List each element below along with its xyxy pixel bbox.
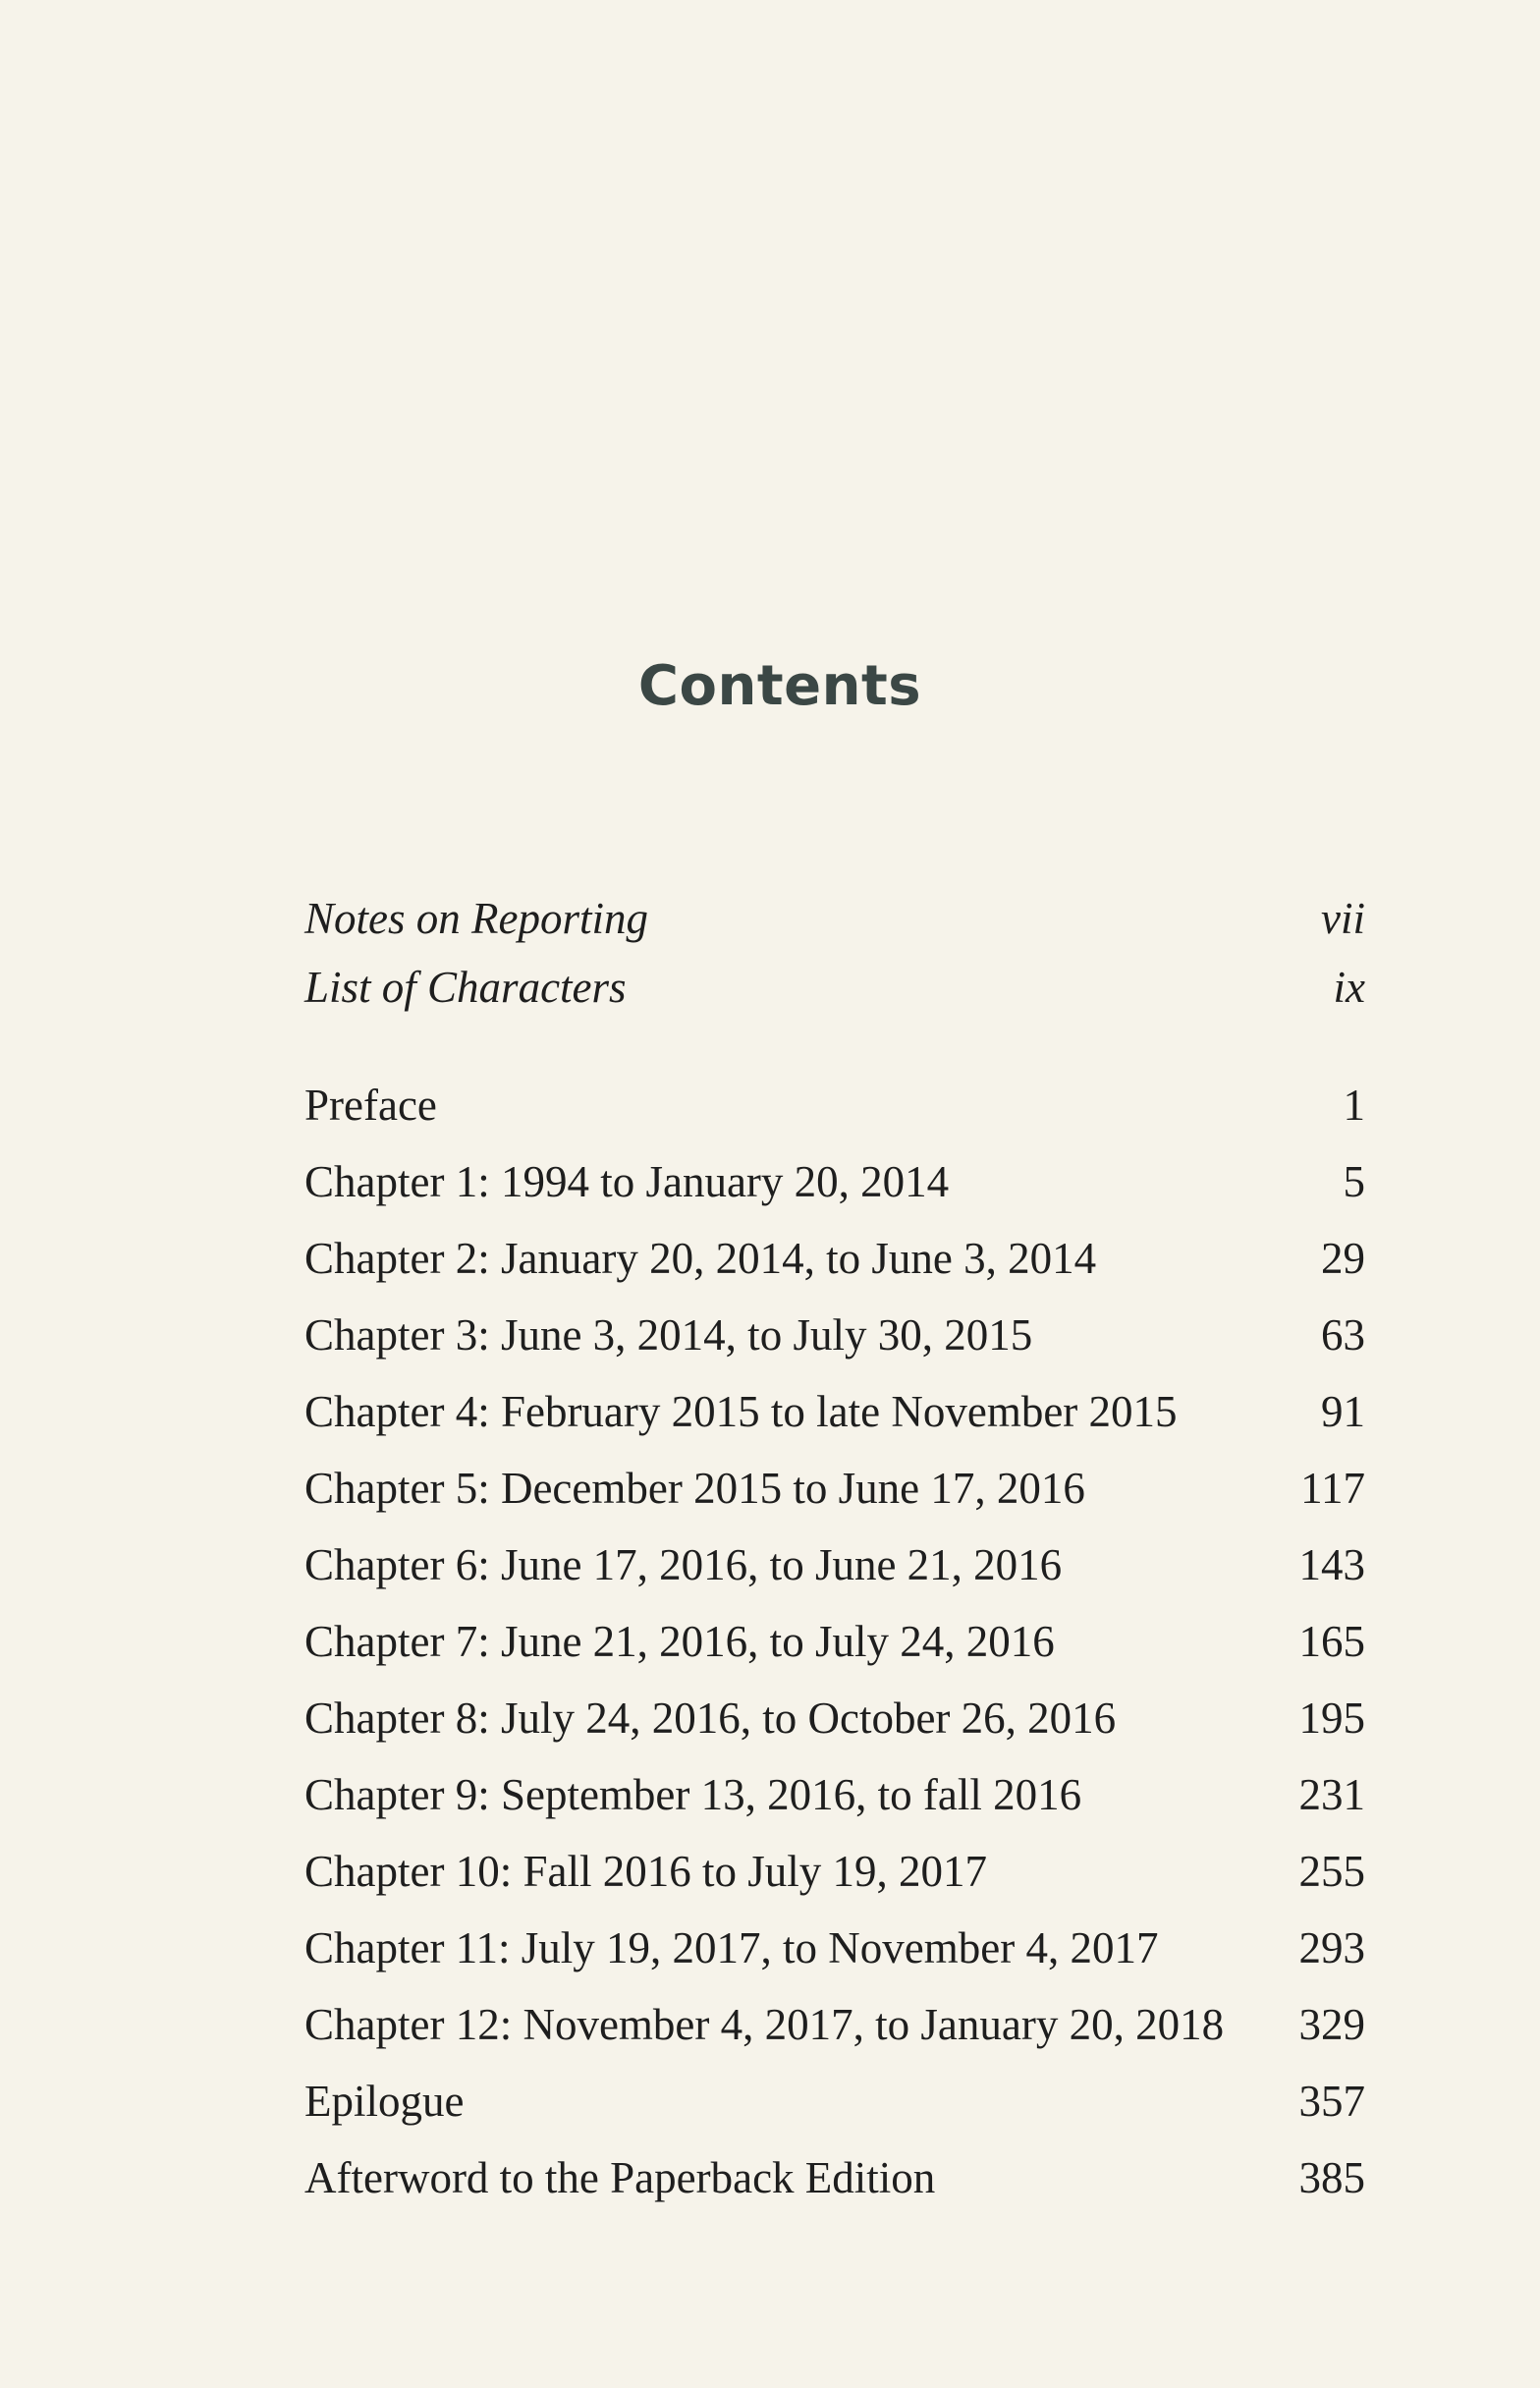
toc-entry-chapter-3[interactable] [304,1301,1365,1369]
toc-entry-label: Chapter 9: September 13, 2016, to fall 2016 [304,1770,1082,1819]
toc-entry-label: Epilogue [304,2077,465,2126]
toc-entry-chapter-4[interactable] [304,1377,1365,1446]
toc-entry-label: List of Characters [304,963,627,1012]
toc-entry-label: Chapter 2: January 20, 2014, to June 3, 2014 [304,1234,1097,1283]
toc-entry-chapter-6[interactable] [304,1530,1365,1599]
toc-entry-page: 165 [1298,1617,1365,1666]
toc-entry-page: 1 [1343,1081,1365,1130]
toc-entry-chapter-2[interactable] [304,1224,1365,1293]
toc-entry-label: Afterword to the Paperback Edition [304,2153,936,2202]
toc-entry-page: vii [1321,894,1365,943]
toc-entry-epilogue[interactable] [304,2067,1365,2136]
toc-entry-page: 143 [1298,1540,1365,1589]
toc-entry-afterword[interactable] [304,2143,1365,2212]
toc-entry-chapter-10[interactable] [304,1837,1365,1906]
toc-entry-chapter-5[interactable] [304,1454,1365,1523]
toc-entry-chapter-9[interactable] [304,1760,1365,1829]
toc-entry-label: Notes on Reporting [304,894,648,943]
toc-entry-page: ix [1333,963,1365,1012]
toc-entry-label: Chapter 6: June 17, 2016, to June 21, 2016 [304,1540,1063,1589]
toc-entry-label: Chapter 8: July 24, 2016, to October 26, 2016 [304,1694,1117,1743]
toc-entry-page: 385 [1298,2153,1365,2202]
toc-entry-page: 29 [1321,1234,1365,1283]
toc-entry-page: 357 [1298,2077,1365,2126]
toc-entry-page: 329 [1298,2000,1365,2049]
toc-entry-label: Chapter 10: Fall 2016 to July 19, 2017 [304,1847,987,1896]
toc-entry-page: 117 [1300,1464,1365,1513]
toc-entry-preface[interactable] [304,1071,1365,1139]
toc-entry-page: 255 [1298,1847,1365,1896]
toc-entry-page: 91 [1321,1387,1365,1436]
toc-entry-list-of-characters[interactable] [304,953,1365,1022]
toc-entry-chapter-7[interactable] [304,1607,1365,1676]
toc-entry-chapter-12[interactable] [304,1990,1365,2059]
toc-entry-chapter-11[interactable] [304,1914,1365,1982]
toc-entry-page: 5 [1343,1157,1365,1206]
toc-entry-page: 231 [1298,1770,1365,1819]
toc-entry-page: 293 [1298,1923,1365,1972]
toc-entry-label: Preface [304,1081,437,1130]
toc-entry-chapter-1[interactable] [304,1147,1365,1216]
toc-entry-label: Chapter 4: February 2015 to late November 2015 [304,1387,1178,1436]
toc-entry-page: 63 [1321,1310,1365,1360]
toc-entry-label: Chapter 7: June 21, 2016, to July 24, 2016 [304,1617,1055,1666]
page-title: Contents [637,653,922,718]
toc-entry-label: Chapter 11: July 19, 2017, to November 4, 2017 [304,1923,1159,1972]
toc-entry-notes-on-reporting[interactable] [304,884,1365,953]
toc-entry-chapter-8[interactable] [304,1684,1365,1752]
toc-entry-label: Chapter 12: November 4, 2017, to January 20, 2018 [304,2000,1225,2049]
toc-entry-label: Chapter 5: December 2015 to June 17, 2016 [304,1464,1085,1513]
toc-entry-page: 195 [1298,1694,1365,1743]
toc-entry-label: Chapter 3: June 3, 2014, to July 30, 2015 [304,1310,1033,1360]
toc-entry-label: Chapter 1: 1994 to January 20, 2014 [304,1157,950,1206]
